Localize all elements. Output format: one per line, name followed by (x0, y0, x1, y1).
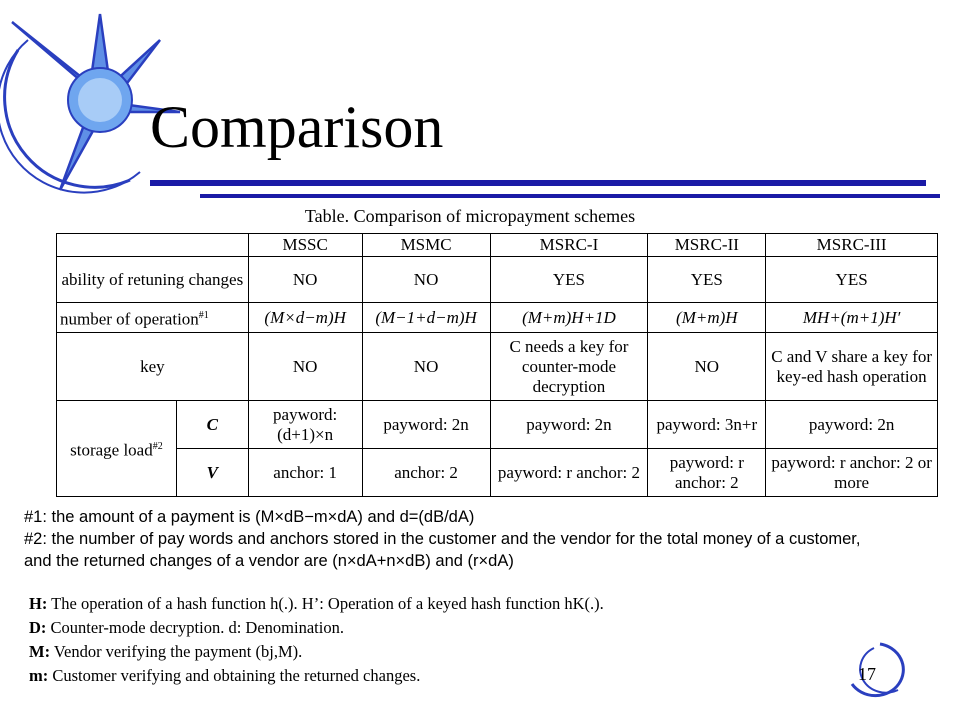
table-cell: (M−1+d−m)H (362, 303, 490, 333)
table-row (57, 449, 938, 497)
row-label-storage: storage load$^{\#2}$ (57, 401, 177, 497)
definition-m-lower: m: Customer verifying and obtaining the returned changes. (29, 666, 421, 685)
row-label-key: key (57, 333, 249, 401)
table-cell: payword: 2n (362, 401, 490, 449)
table-cell: NO (248, 257, 362, 303)
title-underline-thin (200, 194, 940, 198)
table-cell: anchor: 2 (362, 449, 490, 497)
table-cell: NO (648, 333, 766, 401)
table-header-row (57, 234, 938, 257)
row-label-returning: ability of retuning changes (57, 257, 249, 303)
table-cell: payword: r anchor: 2 (648, 449, 766, 497)
table-cell: MH+(m+1)H′ (766, 303, 938, 333)
header-mssc: MSSC (248, 234, 362, 257)
table-row (57, 257, 938, 303)
header-msrc-ii: MSRC-II (648, 234, 766, 257)
table-footnotes (24, 506, 954, 572)
title-underline-thick (150, 180, 926, 186)
header-msrc-iii: MSRC-III (766, 234, 938, 257)
comparison-table (56, 233, 938, 497)
page-number: 17 (858, 664, 876, 684)
footnote-2-line-1: #2: the number of pay words and anchors stored in the customer and the vendor for the total money of a customer, (24, 530, 861, 548)
table-cell: payword: 2n (490, 401, 648, 449)
table-cell: NO (362, 333, 490, 401)
header-msmc: MSMC (362, 234, 490, 257)
table-cell: YES (766, 257, 938, 303)
slide-title: Comparison (150, 94, 444, 160)
table-cell: payword: r anchor: 2 or more (766, 449, 938, 497)
storage-v-label: V (176, 449, 248, 497)
table-cell: payword: (d+1)×n (248, 401, 362, 449)
footnote-2-line-2: and the returned changes of a vendor are (n×dA+n×dB) and (r×dA) (24, 552, 514, 570)
table-cell: (M+m)H+1D (490, 303, 648, 333)
storage-c-label: C (176, 401, 248, 449)
table-cell: C needs a key for counter-mode decryption (490, 333, 648, 401)
table-cell: YES (490, 257, 648, 303)
table-cell: payword: 3n+r (648, 401, 766, 449)
table-cell: NO (362, 257, 490, 303)
header-blank-cell (57, 234, 249, 257)
header-msrc-i: MSRC-I (490, 234, 648, 257)
table-cell: (M+m)H (648, 303, 766, 333)
table-cell: payword: r anchor: 2 (490, 449, 648, 497)
definitions-list (29, 592, 604, 688)
table-cell: YES (648, 257, 766, 303)
page-number-arc-icon (840, 640, 920, 700)
page-number-badge (840, 640, 920, 700)
footnote-1: #1: the amount of a payment is (M×dB−m×dA) and d=(dB/dA) (24, 508, 475, 526)
table-caption: Table. Comparison of micropayment schemes (304, 206, 636, 226)
table-cell: (M×d−m)H (248, 303, 362, 333)
table-row (57, 303, 938, 333)
table-cell: payword: 2n (766, 401, 938, 449)
table-row (57, 401, 938, 449)
definition-h: H: The operation of a hash function h(.). H’: Operation of a keyed hash function hK(.). (29, 594, 604, 613)
table-cell: C and V share a key for key-ed hash operation (766, 333, 938, 401)
table-cell: anchor: 1 (248, 449, 362, 497)
definition-d: D: Counter-mode decryption. d: Denomination. (29, 618, 344, 637)
row-label-operations: number of operation$^{\#1}$ (57, 303, 249, 333)
definition-m-upper: M: Vendor verifying the payment (bj,M). (29, 642, 303, 661)
table-row (57, 333, 938, 401)
table-cell: NO (248, 333, 362, 401)
